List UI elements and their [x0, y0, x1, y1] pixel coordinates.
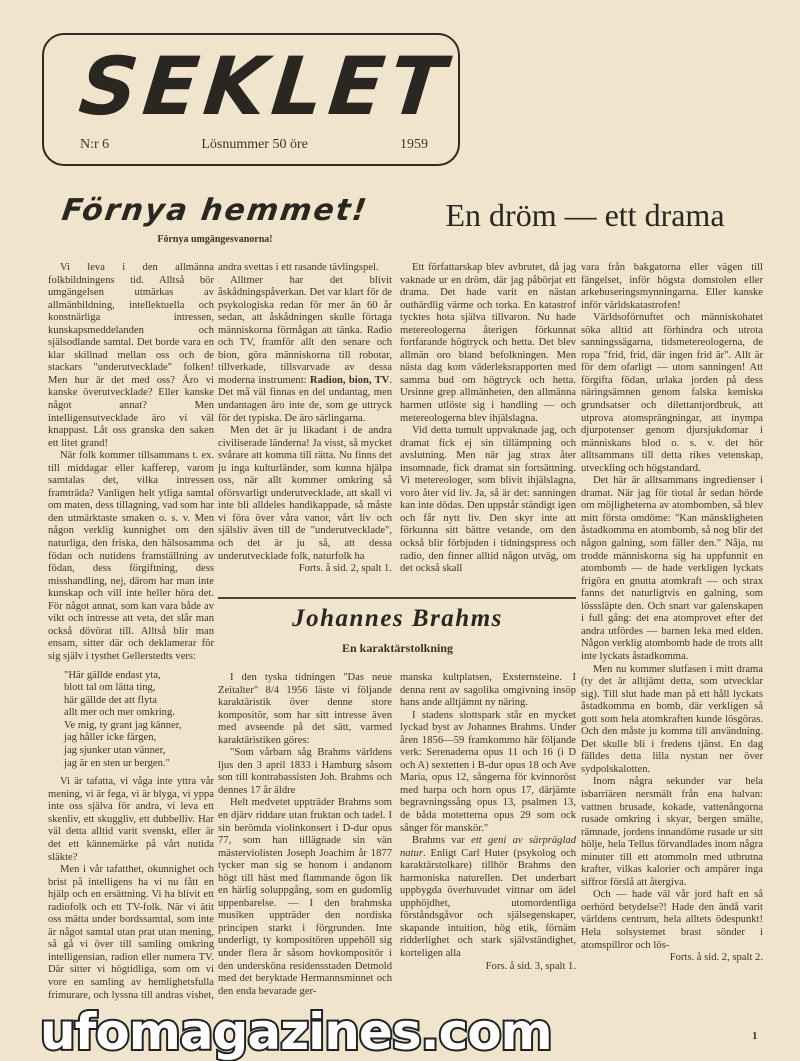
article3-column-2 — [400, 672, 576, 1002]
issue-price: Lösnummer 50 öre — [201, 137, 308, 152]
poem-line: jag håller icke färgen, — [64, 732, 157, 744]
article2-column-2 — [581, 262, 763, 1002]
section-divider — [218, 597, 576, 599]
article2-column-1 — [400, 262, 576, 592]
masthead — [42, 33, 460, 166]
paragraph: I stadens slottspark står en mycket lyckad byst av Johannes Brahms. Under åren 1856—59 framkommo här följande verk: Serenaderna opus 11 och 16 (i D och A) sextetten i B-dur opus 18 och Ave Maria, opus 12, sångerna för kvinnoröst med harpa och horn opus 17, därjämte begravningssång opus 13, psalmen 13, de båda motetterna opus 29 som ock sånger för manskör." — [400, 709, 576, 834]
masthead-logo: SEKLET — [75, 40, 456, 133]
poem — [64, 670, 214, 771]
bold-text: Radion, bion, TV — [309, 374, 390, 386]
paragraph: Helt medvetet uppträder Brahms som en djärv riddare utan fruktan och tadel. I sin berömda violinkonsert i D-dur opus 77, som han tillägnade sin vän mästerviolisten Joseph Joachim år 1877 tycker man sig se honom i andanom högt till häst med flammande ögon lik en härlig soluppgång, som en gudomlig uppenbarelse. — I den brahmska musiken uppträder den nordiska principen starkt i förgrunden. Inte underligt, ty kompositören uppehöll sig under flera år såsom hovkompositör i den undersköna residensstaden Detmold med det beryktade Hermannsminnet och den enda bevarade ger- — [218, 797, 392, 997]
paragraph: Inom några sekunder var hela isbarriären nersmält från ena halvan: vattnen brusade, kokade, vattenångorna rusade omkring i skyar, bergen smälte, rämnade, jordens innandöme rusade ur sitt hölje, hela Tellus förvandlades inom några minuter till ett atommoln med utbrutna krafter, vilkas kalorier och ampärer inga siffror förslå att återgiva. — [581, 776, 763, 888]
poem-line: jag sjunker utan vänner, — [64, 745, 166, 757]
paragraph: Men i vår tafatthet, okunnighet och brist på intelligens ha vi nu fått en hjälp och en ersättning. Vi ha blivit ett radiofolk och ett TV-folk. När vi ätit oss mätta under bordssamtal, som inte är något samtal utan prat utan mening, så gå vi över till samling omkring intelligensian, radion eller numera TV. Där sitter vi högtidliga, som om vi vore en samling av hemlighetsfulla frimurare, och lyssna till andras vishet, — [48, 864, 214, 1001]
paragraph: manska kultplatsen, Exsternsteine. I denna rent av sagolika omgivning insöp hans ande alltjämnt ny näring. — [400, 672, 576, 709]
masthead-info-row — [80, 137, 428, 153]
paragraph: Världsoförnuftet och människohatet söka alltid att förhindra och utrota sanningssägarna, tidsmetereologerna, de ropa "frid, frid, där ingen frid är". Allt är för dem ofarligt — utom sanningen! Att förgifta födan, urlaka jorden på dess näringsämnen genom falska kemiska grundsatser och dilettantjordbruk, att utprova atomsprängningar, att inympa djurpotenser genom djursjukdomar i människans blod o. s. v. det hör alltsammans till detta rikes vetenskap, utveckling och högstandard. — [581, 312, 763, 474]
paragraph: När folk kommer tillsammans t. ex. till middagar eller kafferep, varom samtalas det, vilka intressen framträda? Vanligen helt ytliga samtal om maten, dess tillagning, vad som har den utmärktaste smaken o. s. v. Men någon verklig kunnighet om den naturliga, den friska, den hälsosamma födan och nutidens framställning av födan, dess förgiftning, dess misshandling, nej, därom har man inte kunskap och vill inte heller höra det. För något annat, som kan vara både av vikt och intresse att veta, det slår man också dövörat till. Alltså blir man ensam, sitter där och deklamerar för sig själv i tysthet Gellerstedts vers: — [48, 450, 214, 662]
paragraph: Vi är tafatta, vi våga inte yttra vår mening, vi är fega, vi är blyga, vi yppa inte oss själva för andra, vi leva ett skenliv, ett skuggliv, ett dubbelliv. Har väl detta alltid varit svenskt, eller är det ett kännemärke på vårt nutida släkte? — [48, 776, 214, 863]
article3-column-1 — [218, 672, 392, 1002]
article3-subheadline: En karaktärstolkning — [341, 641, 454, 655]
article1-column-2 — [218, 262, 392, 592]
paragraph: Men det är ju likadant i de andra civiliserade länderna! Ja visst, så mycket svårare att komma till rätta. Nu finns det ju inga kulturländer, som kunna hjälpa oss, när allt kommer omkring så oförsvarligt underutvecklade, att skall vi inte bli alldeles handikappade, så måste vi föra över våra vanor, vårt liv och själsliv även till de "underutvecklade", och det är ju så, att dessa underutvecklade folk, naturfolk ha — [218, 425, 392, 562]
paragraph: Men nu kommer slutfasen i mitt drama (ty det är alltjämt detta, som utvecklar sig). Till slut hade man på ett håll lyckats åstadkomma en bomb, där verkligen så gott som hela atomkraften kunde lösgöras. Och den måste ju komma till användning. Det skulle bli i fredens tjänst. En dag fälldes detta lilla nystan ner över sydpolskalotten. — [581, 663, 763, 775]
article3-headline: Johannes Brahms — [292, 605, 503, 632]
paragraph: Det här är alltsammans ingredienser i dramat. När jag för tiotal år sedan hörde om möjligheterna av atombomben, så blev mitt första omdöme: "Kan mänskligheten åstadkomma en atombomb, så nog blir det någon galning, som fäller den." Nåja, nu trodde människorna sig ha uppfunnit en atombomb — de hade verkligen lyckats frigöra en gnutta atomkraft — och strax fanns det naturligtvis en galning, som lösssläpte den. Och snart var galenskapen i full gång: det ena atomprovet efter det andra utfördes — barnen leka med elden. Någon verklig atombomb hade de trots allt inte lyckats åstadkomma. — [581, 475, 763, 662]
article1-subheadline: Förnya umgängesvanorna! — [157, 234, 273, 245]
poem-line: här gällde det att flyta — [64, 694, 157, 706]
paragraph: Och — hade väl vår jord haft en så oerhörd betydelse?! Hade den ändå varit världens centrum, hela alltets ödespunkt! Hela solsystemet brast sönder i atomspillror och lös- — [581, 889, 763, 951]
paragraph: I den tyska tidningen "Das neue Zeitalter" 8/4 1956 läste vi följande karaktäristik över denne store kompositör, som har sitt intresse även med avseende på det sätt, varmed karaktäristiken göres: — [218, 672, 392, 746]
poem-line: allt mer och mer omkring. — [64, 707, 175, 719]
continued-note: Forts. å sid. 2, spalt 2. — [669, 952, 763, 964]
issue-number: N:r 6 — [80, 137, 110, 152]
page-number: 1 — [752, 1030, 758, 1042]
paragraph: Ett författarskap blev avbrutet, då jag vaknade ur en dröm, där jag påbörjat ett drama. Det hade varit en nästan outhärdlig värme och torka. En katastrof tycktes hota själva tillvaron. Nu hade metereologerna återigen förkunnat fortfarande högtryck och hetta. Det blev allmän oro bland befolkningen. Men nästa dag kom väderleksrapporten med samma bud om högtryck och hetta. Ursinne grep allmänheten, den allmänna harmen utlöste sig i handling — och metereologerna blev ihjälslagna. — [400, 262, 576, 424]
paragraph: "Som vårbarn såg Brahms världens ljus den 3 april 1833 i Hamburg såsom son till kontrabassisten Joh. Brahms och dennes 17 år äldre — [218, 747, 392, 796]
article1-headline: Förnya hemmet! — [59, 193, 371, 228]
text: Brahms var — [412, 835, 472, 847]
paragraph — [218, 275, 392, 426]
poem-line: Ve mig, ty grant jag känner, — [64, 719, 182, 731]
continued-note: Forts. å sid. 2, spalt 1. — [298, 563, 392, 575]
issue-year: 1959 — [399, 137, 428, 152]
paragraph: vara från bakgatorna eller vägen till fängelset, inför högsta domstolen eller arkebuseringsmynningarna. Eller kanske inför världskatastrofen! — [581, 262, 763, 311]
paragraph: andra svettas i ett rasande tävlingspel. — [218, 262, 379, 273]
poem-line: blott tal om lätta ting, — [64, 682, 156, 694]
italic-text: ett geni av särpräglad natur — [400, 835, 576, 859]
watermark: ufomagazines.com — [40, 1003, 552, 1061]
paragraph: Vid detta tumult uppvaknade jag, och dramat fick ej sin tillämpning och avslutning. Men när jag strax åter insomnade, fick dramat sin fortsättning. Vi metereologer, som blivit ihjälslagna, voro åter vid liv. Ja, så är det: sanningen kan inte dödas. Den uppstår ständigt igen och får nytt liv. Den skyr inte att förkunna sitt bättre vetande, om den också blir förbjuden i tidningspress och radio, den finner alltid någon utväg, om det också skall — [400, 425, 576, 575]
article2-headline: En dröm — ett drama — [445, 197, 725, 233]
text: . Enligt Carl Huter (psykolog och karaktärstolkare) tillhör Brahms den harmoniska naturellen. Det underbart uppbygda överhuvudet vittnar om ädel upphöjdhet, utomordentliga förståndsgåvor och själsegenskaper, skapande intuition, hög etik, förnäm ridderlighet och stark självständighet, korteligen alla — [400, 847, 576, 960]
article1-column-1 — [48, 262, 214, 1002]
text: . Det må väl finnas en del undantag, men undantagen äro inte de, som ge uttryck för det typiska. De äro särlingarna. — [218, 374, 392, 424]
paragraph: Vi leva i den allmänna folkbildningens tid. Alltså bör umgängelsen utmärkas av allmänbildning, intellektuella och konstnärliga intressen, kunskapsmeddelanden och själsodlande samtal. Det borde vara en klar skillnad mellan oss och de stackars "underutvecklade" folken! Men hur är det med oss? Äro vi kanske överutvecklade? Eller kanske något annat? Men intelligensutvecklade äro vi väl knappast. Låt oss granska den saken ett litet grand! — [48, 262, 214, 449]
poem-line: jag är en sten ur bergen." — [64, 757, 170, 769]
paragraph — [400, 835, 576, 960]
text: Alltmer har det blivit åskådningspåverkan. Det var klart för de psykologiska redan för mer än 60 år sedan, att åskådningen skulle förtaga människorna förmågan att tänka. Radio och TV, framför allt den senare och bion, göra människorna till robotar, tillverkade, tillsvarvade av dessa moderna instrument: — [218, 274, 392, 386]
poem-line: "Här gällde endast yta, — [64, 669, 161, 681]
continued-note: Fors. å sid. 3, spalt 1. — [485, 960, 576, 972]
